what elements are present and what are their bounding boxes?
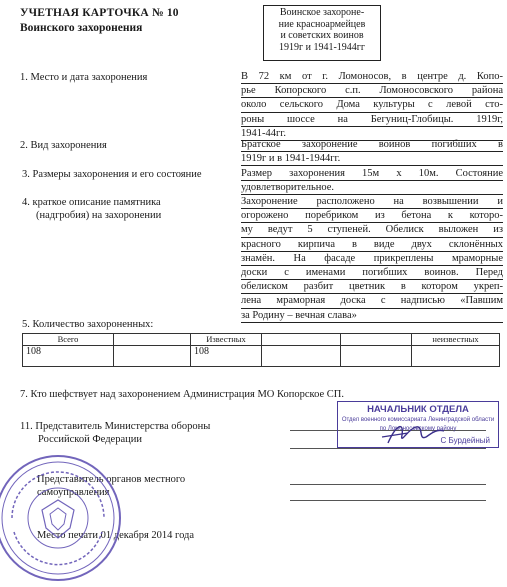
- value-line: огорожено поребриком из бетона к которо-: [241, 209, 503, 223]
- value-line: роны шоссе на Бегуниц-Глобицы. 1919г,: [241, 113, 503, 127]
- header-box-line: ние красноармейцев: [278, 18, 366, 30]
- qty-value-blank: [341, 346, 412, 367]
- value-line: удовлетворительное.: [241, 181, 503, 195]
- card-title: УЧЕТНАЯ КАРТОЧКА № 10: [20, 7, 179, 19]
- value-line: знамён. На фасаде прикреплены мраморные: [241, 252, 503, 266]
- value-line: за Родину – вечная слава»: [241, 309, 503, 323]
- qty-value-blank: [262, 346, 341, 367]
- monument-label-cont: (надгробия) на захоронении: [36, 210, 162, 221]
- qty-header-blank: [341, 334, 412, 346]
- value-line: 1941-44гг.: [241, 127, 503, 141]
- local-representative-label-cont: самоуправления: [37, 487, 110, 498]
- type-label: 2. Вид захоронения: [20, 140, 107, 151]
- monument-value: [241, 195, 503, 323]
- value-line: Захоронение расположено на возвышении и: [241, 195, 503, 209]
- qty-value-blank: [114, 346, 191, 367]
- card-subtitle: Воинского захоронения: [20, 22, 143, 34]
- header-box: [263, 5, 381, 61]
- stamp-heading: НАЧАЛЬНИК ОТДЕЛА: [367, 404, 469, 415]
- qty-header-unknown: неизвестных: [412, 334, 500, 346]
- patron-line: 7. Кто шефствует над захоронением Администрация МО Копорское СП.: [20, 389, 344, 400]
- value-line: В 72 км от г. Ломоносов, в центре д. Копо-: [241, 70, 503, 84]
- signature-scribble: [378, 415, 448, 453]
- quantity-table: [22, 333, 500, 367]
- qty-header-blank: [114, 334, 191, 346]
- value-line: около сельского Дома культуры с левой сто-: [241, 98, 503, 112]
- qty-header-total: Всего: [23, 334, 114, 346]
- stamp-line: по Ломоносовскому району: [379, 426, 457, 432]
- value-line: лена мраморная доска с надписью «Павшим: [241, 294, 503, 308]
- date-line: Место печати 01 декабря 2014 года: [37, 530, 195, 541]
- quantity-label: 5. Количество захороненных:: [22, 319, 154, 330]
- size-label: 3. Размеры захоронения и его состояние: [22, 169, 202, 180]
- local-signature-line: [290, 484, 486, 485]
- mod-representative-label: 11. Представитель Министерства обороны: [20, 421, 211, 432]
- qty-header-blank: [262, 334, 341, 346]
- stamp-name: С Бурдейный: [440, 436, 490, 445]
- qty-header-known: Известных: [191, 334, 262, 346]
- header-box-line: Воинское захороне-: [279, 7, 365, 18]
- qty-value-total: 108: [23, 346, 114, 367]
- header-box-line: и советских воинов: [280, 30, 364, 41]
- local-representative-label: Представитель органов местного: [37, 474, 186, 485]
- place-value: [241, 70, 503, 141]
- size-value: [241, 167, 503, 195]
- value-line: 1919г и в 1941-1944гг.: [241, 152, 503, 166]
- value-line: Братское захоронение воинов погибших в: [241, 138, 503, 152]
- place-label: 1. Место и дата захоронения: [20, 72, 148, 83]
- value-line: красного кирпича в виде двух склонённых: [241, 238, 503, 252]
- round-seal: [0, 452, 124, 584]
- value-line: обелиском разбит цветник в котором укреп-: [241, 280, 503, 294]
- monument-label: 4. краткое описание памятника: [22, 197, 161, 208]
- value-line: доски с именами погибших воинов. Перед: [241, 266, 503, 280]
- header-box-line: 1919г и 1941-1944гг: [279, 41, 365, 53]
- local-signature-line: [290, 500, 486, 501]
- qty-value-unknown: [412, 346, 500, 367]
- type-value: [241, 138, 503, 166]
- qty-value-known: 108: [191, 346, 262, 367]
- mod-representative-label-cont: Российской Федерации: [38, 434, 142, 445]
- stamp-line: Отдел военного комиссариата Ленинградской области: [341, 417, 495, 423]
- value-line: рье Копорского с.п. Ломоносовского района: [241, 84, 503, 98]
- value-line: му ведут 5 ступеней. Обелиск выложен из: [241, 223, 503, 237]
- value-line: Размер захоронения 15м х 10м. Состояние: [241, 167, 503, 181]
